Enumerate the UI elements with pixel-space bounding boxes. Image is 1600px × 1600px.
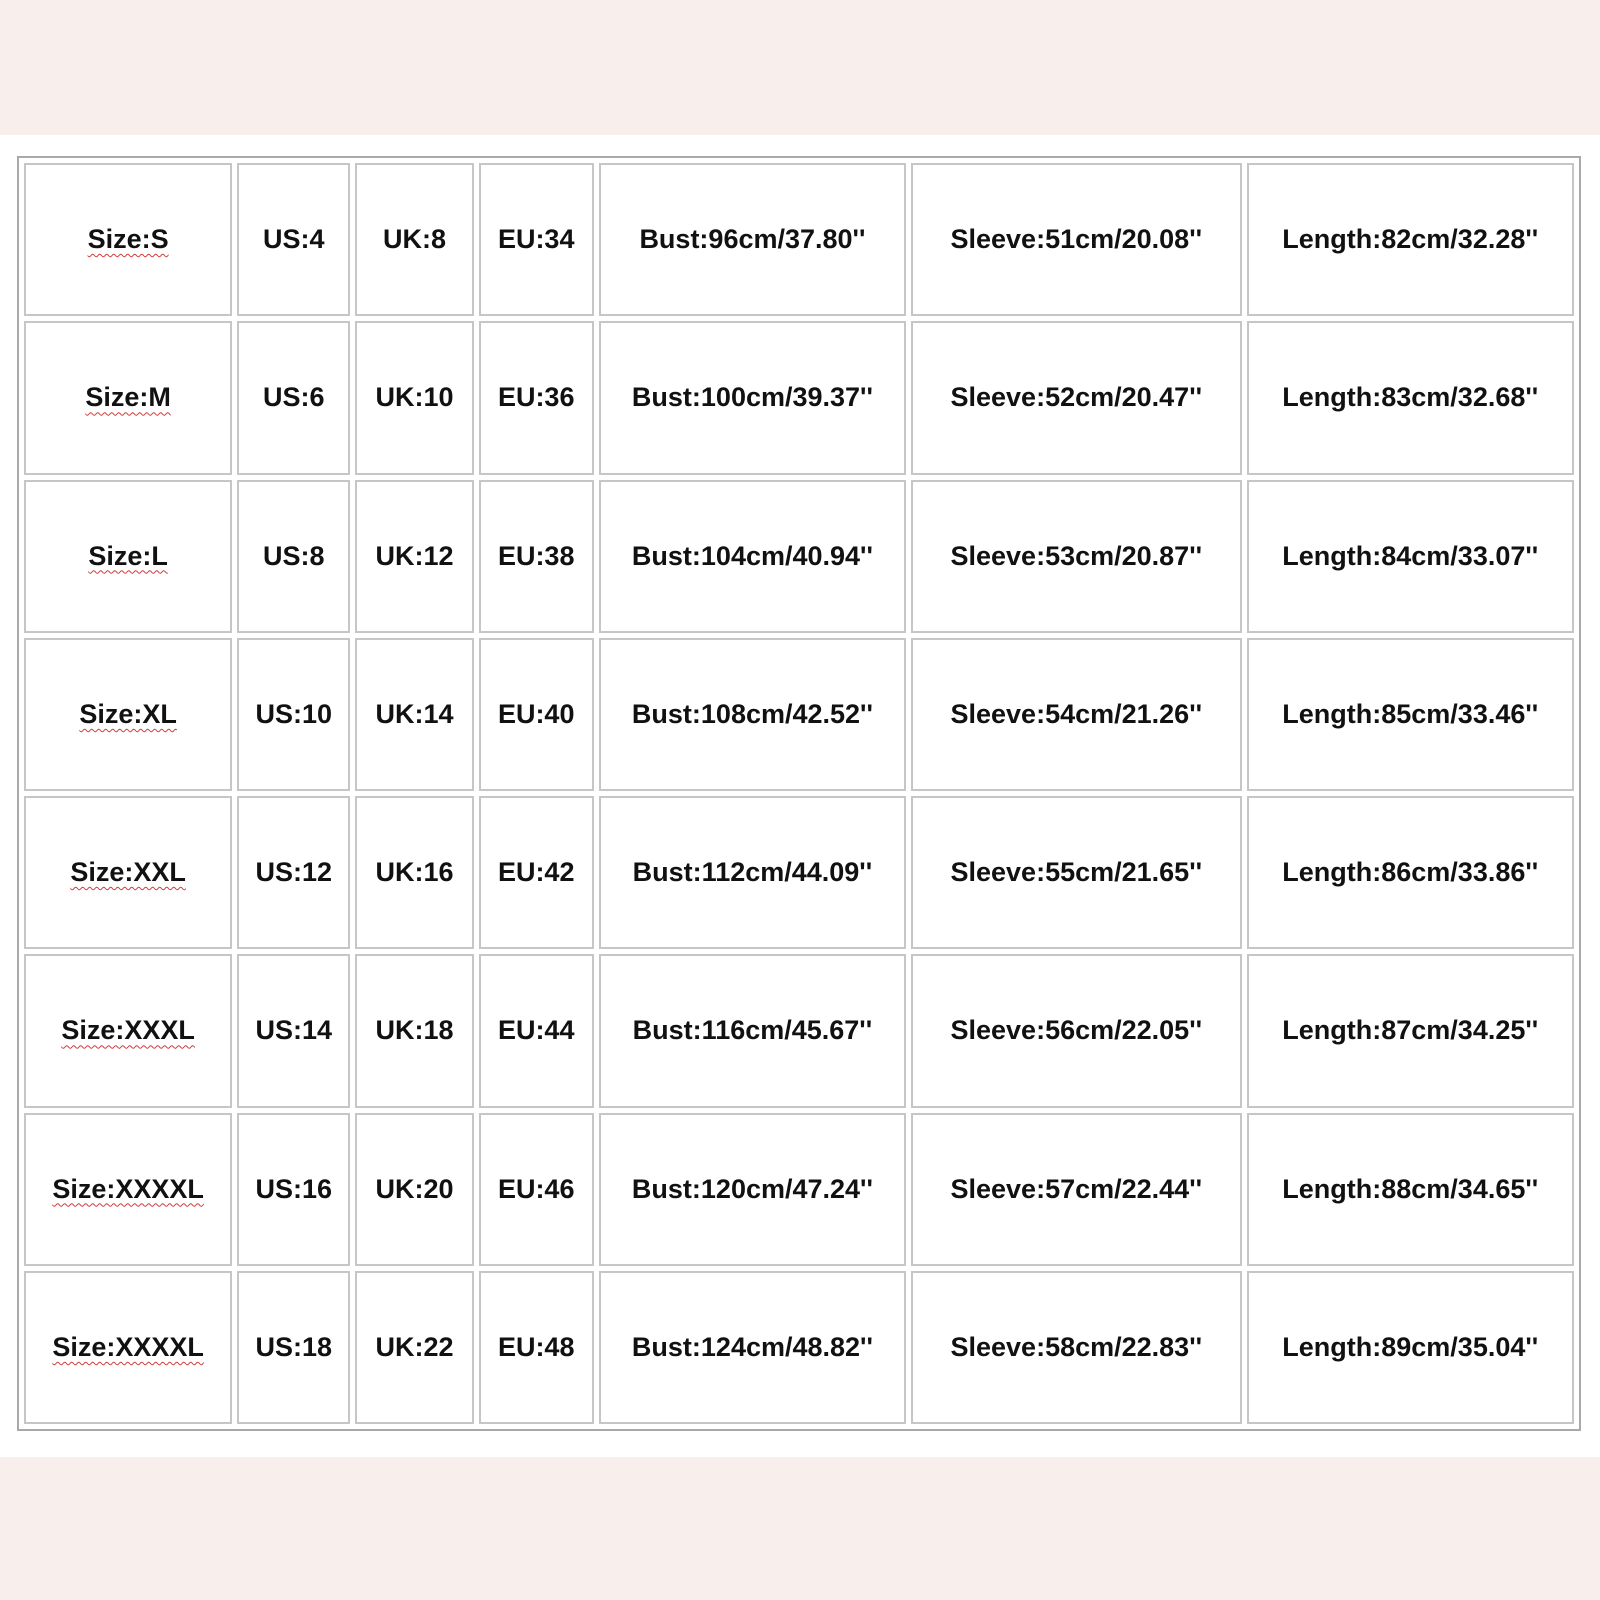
- eu-size-cell: EU:38: [479, 480, 594, 633]
- uk-size-cell: UK:12: [355, 480, 473, 633]
- table-row: [24, 1271, 1574, 1424]
- uk-size-cell: UK:22: [355, 1271, 473, 1424]
- size-label: Size:S: [87, 224, 169, 255]
- us-size-cell: US:18: [237, 1271, 350, 1424]
- us-size-cell: US:10: [237, 638, 350, 791]
- uk-size-cell: UK:16: [355, 796, 473, 949]
- table-row: [24, 638, 1574, 791]
- uk-size-cell: UK:18: [355, 954, 473, 1107]
- size-chart-table: [17, 156, 1581, 1431]
- eu-size-cell: EU:48: [479, 1271, 594, 1424]
- length-cell: Length:89cm/35.04'': [1247, 1271, 1575, 1424]
- uk-size-cell: UK:14: [355, 638, 473, 791]
- table-row: [24, 796, 1574, 949]
- size-cell: [24, 796, 232, 949]
- sleeve-cell: Sleeve:57cm/22.44'': [911, 1113, 1241, 1266]
- table-row: [24, 480, 1574, 633]
- uk-size-cell: UK:10: [355, 321, 473, 474]
- bust-cell: Bust:124cm/48.82'': [599, 1271, 906, 1424]
- us-size-cell: US:12: [237, 796, 350, 949]
- length-cell: Length:87cm/34.25'': [1247, 954, 1575, 1107]
- table-row: [24, 1113, 1574, 1266]
- us-size-cell: US:6: [237, 321, 350, 474]
- bust-cell: Bust:112cm/44.09'': [599, 796, 906, 949]
- bust-cell: Bust:96cm/37.80'': [599, 163, 906, 316]
- table-row: [24, 954, 1574, 1107]
- size-cell: [24, 163, 232, 316]
- length-cell: Length:82cm/32.28'': [1247, 163, 1575, 316]
- size-label: Size:XXXL: [61, 1015, 195, 1046]
- size-label: Size:XXL: [70, 857, 186, 888]
- bust-cell: Bust:116cm/45.67'': [599, 954, 906, 1107]
- sleeve-cell: Sleeve:55cm/21.65'': [911, 796, 1241, 949]
- us-size-cell: US:8: [237, 480, 350, 633]
- eu-size-cell: EU:36: [479, 321, 594, 474]
- table-row: [24, 321, 1574, 474]
- eu-size-cell: EU:42: [479, 796, 594, 949]
- size-label: Size:XXXXL: [52, 1173, 204, 1204]
- sleeve-cell: Sleeve:58cm/22.83'': [911, 1271, 1241, 1424]
- us-size-cell: US:16: [237, 1113, 350, 1266]
- uk-size-cell: UK:20: [355, 1113, 473, 1266]
- length-cell: Length:85cm/33.46'': [1247, 638, 1575, 791]
- size-label: Size:M: [85, 382, 171, 413]
- us-size-cell: US:4: [237, 163, 350, 316]
- size-cell: [24, 1271, 232, 1424]
- us-size-cell: US:14: [237, 954, 350, 1107]
- bust-cell: Bust:100cm/39.37'': [599, 321, 906, 474]
- sleeve-cell: Sleeve:56cm/22.05'': [911, 954, 1241, 1107]
- sleeve-cell: Sleeve:51cm/20.08'': [911, 163, 1241, 316]
- eu-size-cell: EU:40: [479, 638, 594, 791]
- eu-size-cell: EU:44: [479, 954, 594, 1107]
- size-cell: [24, 321, 232, 474]
- size-cell: [24, 480, 232, 633]
- bust-cell: Bust:108cm/42.52'': [599, 638, 906, 791]
- table-row: [24, 163, 1574, 316]
- size-cell: [24, 1113, 232, 1266]
- length-cell: Length:88cm/34.65'': [1247, 1113, 1575, 1266]
- bust-cell: Bust:104cm/40.94'': [599, 480, 906, 633]
- size-cell: [24, 638, 232, 791]
- length-cell: Length:84cm/33.07'': [1247, 480, 1575, 633]
- size-cell: [24, 954, 232, 1107]
- eu-size-cell: EU:34: [479, 163, 594, 316]
- length-cell: Length:86cm/33.86'': [1247, 796, 1575, 949]
- length-cell: Length:83cm/32.68'': [1247, 321, 1575, 474]
- bust-cell: Bust:120cm/47.24'': [599, 1113, 906, 1266]
- size-label: Size:L: [88, 540, 168, 571]
- sleeve-cell: Sleeve:54cm/21.26'': [911, 638, 1241, 791]
- size-label: Size:XL: [79, 698, 177, 729]
- uk-size-cell: UK:8: [355, 163, 473, 316]
- size-label: Size:XXXXL: [52, 1331, 204, 1362]
- eu-size-cell: EU:46: [479, 1113, 594, 1266]
- sleeve-cell: Sleeve:53cm/20.87'': [911, 480, 1241, 633]
- sleeve-cell: Sleeve:52cm/20.47'': [911, 321, 1241, 474]
